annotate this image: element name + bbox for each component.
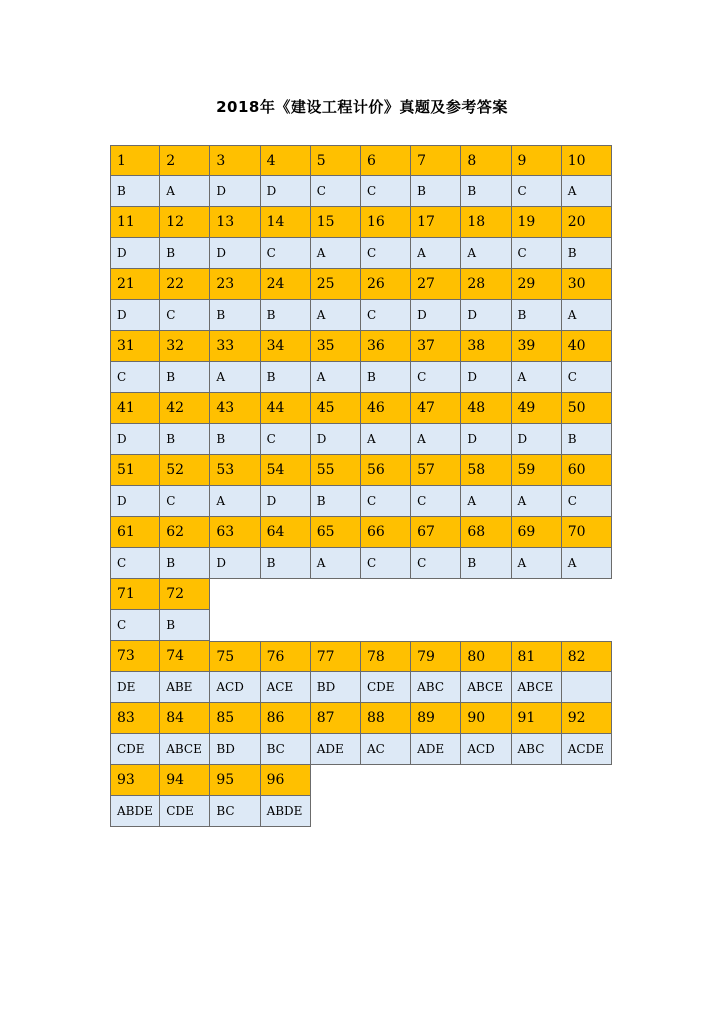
answer-cell: B <box>160 548 210 579</box>
question-number-cell: 91 <box>512 703 562 734</box>
question-number-cell: 12 <box>160 207 210 238</box>
question-number-cell: 4 <box>261 145 311 176</box>
question-number-cell: 68 <box>461 517 511 548</box>
answer-cell: ACDE <box>562 734 612 765</box>
question-number-cell: 36 <box>361 331 411 362</box>
question-number-cell: 23 <box>210 269 260 300</box>
empty-cell <box>361 796 411 827</box>
question-number-cell: 10 <box>562 145 612 176</box>
question-number-cell: 50 <box>562 393 612 424</box>
question-number-cell: 22 <box>160 269 210 300</box>
empty-cell <box>311 610 361 641</box>
question-number-cell: 20 <box>562 207 612 238</box>
question-number-cell: 77 <box>311 641 361 672</box>
answer-cell: ACD <box>210 672 260 703</box>
empty-cell <box>361 579 411 610</box>
page-title: 2018年《建设工程计价》真题及参考答案 <box>216 98 508 116</box>
answer-cell: A <box>210 486 260 517</box>
question-number-cell: 35 <box>311 331 361 362</box>
empty-cell <box>210 579 260 610</box>
question-number-cell: 63 <box>210 517 260 548</box>
question-number-cell: 29 <box>512 269 562 300</box>
question-number-cell: 32 <box>160 331 210 362</box>
question-number-cell: 87 <box>311 703 361 734</box>
empty-cell <box>512 796 562 827</box>
answer-table <box>110 145 612 827</box>
question-number-cell: 3 <box>210 145 260 176</box>
question-number-cell: 81 <box>512 641 562 672</box>
question-number-cell: 51 <box>110 455 160 486</box>
question-number-cell: 53 <box>210 455 260 486</box>
answer-cell: A <box>512 486 562 517</box>
question-number-cell: 60 <box>562 455 612 486</box>
question-number-cell: 39 <box>512 331 562 362</box>
answer-cell: A <box>361 424 411 455</box>
question-number-cell: 21 <box>110 269 160 300</box>
answer-cell: D <box>110 238 160 269</box>
answer-cell: D <box>411 300 461 331</box>
answer-cell: ADE <box>411 734 461 765</box>
question-number-cell: 52 <box>160 455 210 486</box>
answer-cell: A <box>512 548 562 579</box>
answer-cell: B <box>562 238 612 269</box>
answer-cell: C <box>311 176 361 207</box>
answer-cell: C <box>411 548 461 579</box>
question-number-cell: 37 <box>411 331 461 362</box>
answer-cell: B <box>411 176 461 207</box>
answer-cell: B <box>160 424 210 455</box>
answer-cell: D <box>512 424 562 455</box>
answer-cell: CDE <box>160 796 210 827</box>
question-number-cell: 42 <box>160 393 210 424</box>
question-number-cell: 55 <box>311 455 361 486</box>
question-number-cell: 47 <box>411 393 461 424</box>
question-number-cell: 93 <box>110 765 160 796</box>
question-number-cell: 67 <box>411 517 461 548</box>
question-number-cell: 40 <box>562 331 612 362</box>
answer-cell: A <box>461 238 511 269</box>
answer-cell: A <box>512 362 562 393</box>
question-number-cell: 28 <box>461 269 511 300</box>
answer-cell: C <box>110 362 160 393</box>
question-number-cell: 46 <box>361 393 411 424</box>
question-number-cell: 33 <box>210 331 260 362</box>
answer-cell: B <box>160 610 210 641</box>
question-number-cell: 84 <box>160 703 210 734</box>
question-number-cell: 70 <box>562 517 612 548</box>
empty-cell <box>361 765 411 796</box>
answer-cell: D <box>461 300 511 331</box>
question-number-cell: 80 <box>461 641 511 672</box>
question-number-cell: 64 <box>261 517 311 548</box>
answer-cell: D <box>210 176 260 207</box>
answer-cell: D <box>110 424 160 455</box>
empty-cell <box>461 765 511 796</box>
question-number-cell: 61 <box>110 517 160 548</box>
answer-cell: A <box>411 238 461 269</box>
question-number-cell: 89 <box>411 703 461 734</box>
answer-cell: C <box>361 238 411 269</box>
question-number-cell: 13 <box>210 207 260 238</box>
answer-cell: ADE <box>311 734 361 765</box>
question-number-cell: 30 <box>562 269 612 300</box>
answer-cell: ABDE <box>110 796 160 827</box>
question-number-cell: 44 <box>261 393 311 424</box>
empty-cell <box>261 579 311 610</box>
empty-cell <box>311 579 361 610</box>
answer-cell: C <box>361 176 411 207</box>
question-number-cell: 96 <box>261 765 311 796</box>
answer-cell: ABCE <box>512 672 562 703</box>
question-number-cell: 49 <box>512 393 562 424</box>
answer-cell: ABCE <box>160 734 210 765</box>
empty-cell <box>411 765 461 796</box>
question-number-cell: 25 <box>311 269 361 300</box>
answer-cell: C <box>361 300 411 331</box>
empty-cell <box>562 579 612 610</box>
answer-cell: ABC <box>512 734 562 765</box>
answer-cell: D <box>261 486 311 517</box>
answer-cell: A <box>562 548 612 579</box>
answer-cell: B <box>160 362 210 393</box>
answer-cell: C <box>261 238 311 269</box>
question-number-cell: 11 <box>110 207 160 238</box>
answer-cell: D <box>110 486 160 517</box>
answer-cell: B <box>210 424 260 455</box>
question-number-cell: 82 <box>562 641 612 672</box>
question-number-cell: 59 <box>512 455 562 486</box>
question-number-cell: 14 <box>261 207 311 238</box>
answer-cell: CDE <box>361 672 411 703</box>
answer-cell: C <box>512 238 562 269</box>
empty-cell <box>562 610 612 641</box>
answer-cell: ABC <box>411 672 461 703</box>
answer-cell: B <box>311 486 361 517</box>
question-number-cell: 31 <box>110 331 160 362</box>
empty-cell <box>512 765 562 796</box>
answer-cell: B <box>210 300 260 331</box>
question-number-cell: 92 <box>562 703 612 734</box>
question-number-cell: 58 <box>461 455 511 486</box>
answer-cell: C <box>361 548 411 579</box>
empty-cell <box>311 765 361 796</box>
empty-cell <box>512 579 562 610</box>
answer-cell: A <box>311 300 361 331</box>
question-number-cell: 73 <box>110 641 160 672</box>
question-number-cell: 78 <box>361 641 411 672</box>
question-number-cell: 76 <box>261 641 311 672</box>
question-number-cell: 34 <box>261 331 311 362</box>
question-number-cell: 24 <box>261 269 311 300</box>
question-number-cell: 71 <box>110 579 160 610</box>
question-number-cell: 88 <box>361 703 411 734</box>
answer-cell: D <box>110 300 160 331</box>
question-number-cell: 16 <box>361 207 411 238</box>
question-number-cell: 19 <box>512 207 562 238</box>
answer-cell: ACD <box>461 734 511 765</box>
answer-cell: CDE <box>110 734 160 765</box>
answer-cell: B <box>261 548 311 579</box>
question-number-cell: 48 <box>461 393 511 424</box>
answer-cell: B <box>160 238 210 269</box>
answer-cell: BD <box>210 734 260 765</box>
question-number-cell: 17 <box>411 207 461 238</box>
answer-cell: A <box>160 176 210 207</box>
empty-cell <box>311 796 361 827</box>
question-number-cell: 54 <box>261 455 311 486</box>
answer-cell: D <box>210 548 260 579</box>
question-number-cell: 62 <box>160 517 210 548</box>
empty-cell <box>461 796 511 827</box>
answer-cell: B <box>512 300 562 331</box>
question-number-cell: 7 <box>411 145 461 176</box>
question-number-cell: 6 <box>361 145 411 176</box>
answer-cell <box>562 672 612 703</box>
answer-cell: ABCE <box>461 672 511 703</box>
answer-cell: B <box>461 176 511 207</box>
answer-cell: AC <box>361 734 411 765</box>
answer-cell: B <box>110 176 160 207</box>
answer-cell: C <box>512 176 562 207</box>
answer-cell: DE <box>110 672 160 703</box>
question-number-cell: 65 <box>311 517 361 548</box>
empty-cell <box>562 765 612 796</box>
answer-cell: B <box>261 300 311 331</box>
empty-cell <box>411 579 461 610</box>
question-number-cell: 79 <box>411 641 461 672</box>
question-number-cell: 27 <box>411 269 461 300</box>
question-number-cell: 9 <box>512 145 562 176</box>
answer-cell: BC <box>210 796 260 827</box>
question-number-cell: 18 <box>461 207 511 238</box>
empty-cell <box>512 610 562 641</box>
answer-cell: D <box>311 424 361 455</box>
question-number-cell: 66 <box>361 517 411 548</box>
answer-cell: C <box>411 486 461 517</box>
question-number-cell: 72 <box>160 579 210 610</box>
question-number-cell: 2 <box>160 145 210 176</box>
question-number-cell: 15 <box>311 207 361 238</box>
answer-cell: C <box>110 548 160 579</box>
answer-cell: BD <box>311 672 361 703</box>
answer-cell: A <box>461 486 511 517</box>
question-number-cell: 83 <box>110 703 160 734</box>
answer-cell: ACE <box>261 672 311 703</box>
question-number-cell: 8 <box>461 145 511 176</box>
question-number-cell: 90 <box>461 703 511 734</box>
answer-cell: C <box>361 486 411 517</box>
question-number-cell: 41 <box>110 393 160 424</box>
answer-cell: C <box>562 362 612 393</box>
empty-cell <box>361 610 411 641</box>
question-number-cell: 43 <box>210 393 260 424</box>
question-number-cell: 1 <box>110 145 160 176</box>
answer-cell: A <box>562 300 612 331</box>
answer-cell: C <box>562 486 612 517</box>
answer-cell: ABDE <box>261 796 311 827</box>
answer-cell: D <box>461 362 511 393</box>
empty-cell <box>461 610 511 641</box>
question-number-cell: 95 <box>210 765 260 796</box>
answer-cell: A <box>411 424 461 455</box>
question-number-cell: 75 <box>210 641 260 672</box>
answer-cell: A <box>562 176 612 207</box>
answer-cell: A <box>311 238 361 269</box>
answer-cell: ABE <box>160 672 210 703</box>
answer-cell: D <box>261 176 311 207</box>
question-number-cell: 45 <box>311 393 361 424</box>
answer-cell: BC <box>261 734 311 765</box>
answer-cell: B <box>361 362 411 393</box>
answer-cell: C <box>110 610 160 641</box>
empty-cell <box>261 610 311 641</box>
empty-cell <box>411 610 461 641</box>
question-number-cell: 69 <box>512 517 562 548</box>
answer-cell: D <box>210 238 260 269</box>
answer-cell: D <box>461 424 511 455</box>
answer-cell: B <box>562 424 612 455</box>
question-number-cell: 74 <box>160 641 210 672</box>
answer-cell: B <box>461 548 511 579</box>
question-number-cell: 5 <box>311 145 361 176</box>
answer-cell: C <box>261 424 311 455</box>
empty-cell <box>562 796 612 827</box>
empty-cell <box>210 610 260 641</box>
question-number-cell: 86 <box>261 703 311 734</box>
question-number-cell: 94 <box>160 765 210 796</box>
answer-cell: C <box>411 362 461 393</box>
question-number-cell: 85 <box>210 703 260 734</box>
question-number-cell: 38 <box>461 331 511 362</box>
answer-cell: A <box>311 548 361 579</box>
answer-cell: B <box>261 362 311 393</box>
question-number-cell: 57 <box>411 455 461 486</box>
empty-cell <box>461 579 511 610</box>
answer-cell: A <box>210 362 260 393</box>
question-number-cell: 56 <box>361 455 411 486</box>
question-number-cell: 26 <box>361 269 411 300</box>
answer-cell: C <box>160 486 210 517</box>
answer-cell: C <box>160 300 210 331</box>
answer-cell: A <box>311 362 361 393</box>
empty-cell <box>411 796 461 827</box>
